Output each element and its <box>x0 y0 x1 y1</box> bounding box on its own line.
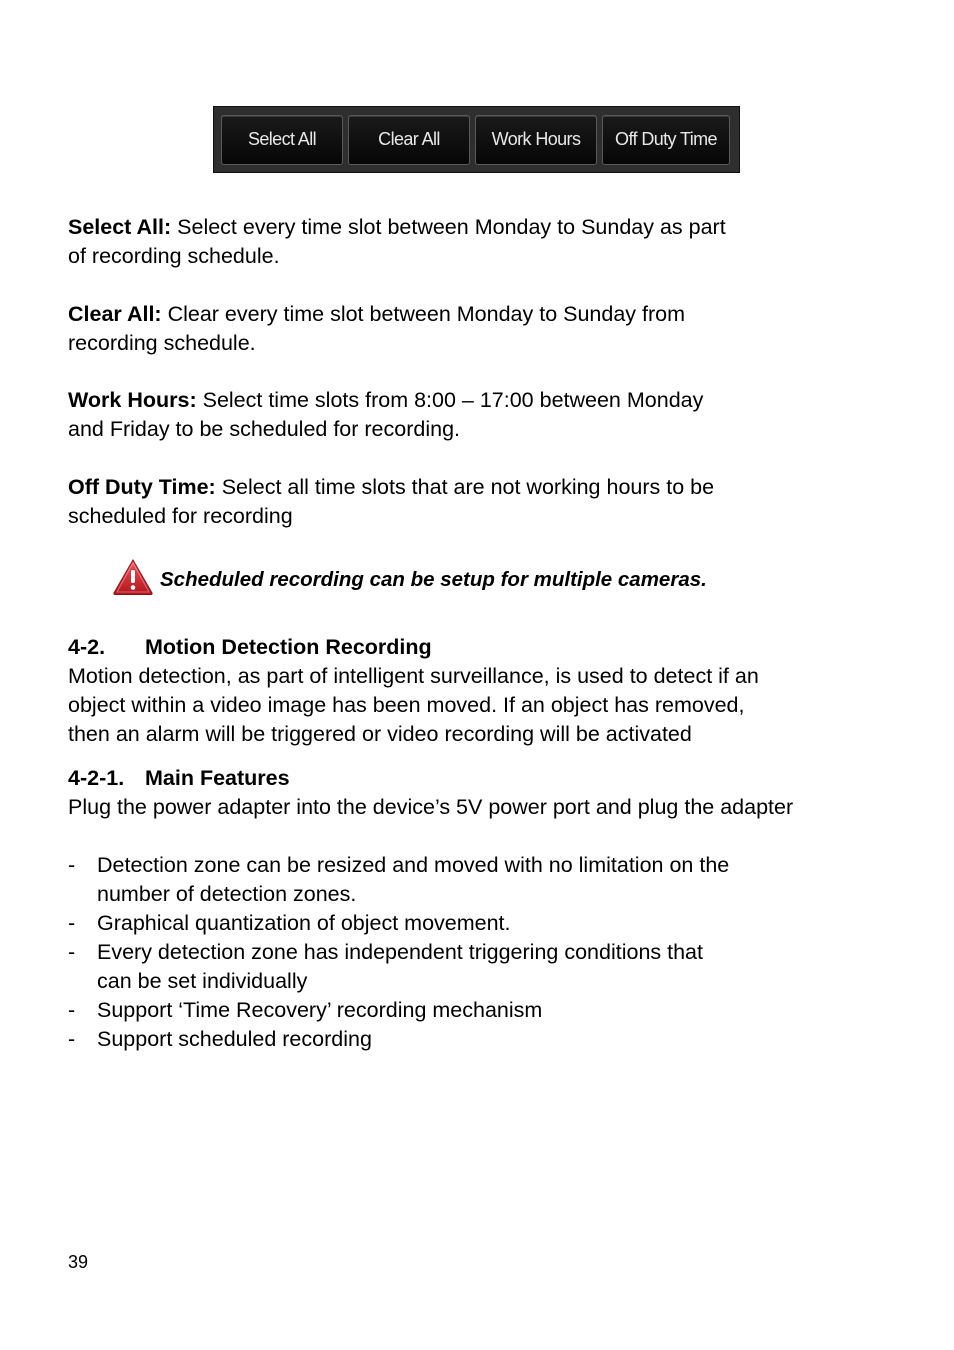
definition-term: Off Duty Time: <box>68 475 216 499</box>
definition-text: Clear every time slot between Monday to Sunday from <box>167 302 686 326</box>
list-item <box>68 909 729 938</box>
list-item <box>68 1025 729 1054</box>
section-heading <box>68 633 432 662</box>
section-paragraph <box>68 662 759 749</box>
note-text: Scheduled recording can be setup for multiple cameras. <box>160 568 707 591</box>
bullet-dash: - <box>68 853 76 877</box>
paragraph-line: Motion detection, as part of intelligent surveillance, is used to detect if an <box>68 664 759 688</box>
definition-clear-all <box>68 300 685 358</box>
warning-icon <box>112 558 154 601</box>
subsection-heading <box>68 764 290 793</box>
definition-text: recording schedule. <box>68 331 256 355</box>
paragraph-line: object within a video image has been moved. If an object has removed, <box>68 693 745 717</box>
bullet-dash: - <box>68 1027 76 1051</box>
definition-work-hours <box>68 386 703 444</box>
definition-off-duty-time <box>68 473 714 531</box>
section-title: Motion Detection Recording <box>145 635 432 659</box>
list-item <box>68 851 729 909</box>
work-hours-button[interactable]: Work Hours <box>475 115 597 165</box>
list-item-text: Every detection zone has independent triggering conditions that <box>97 940 703 964</box>
section-number: 4-2. <box>68 635 106 659</box>
subsection-number: 4-2-1. <box>68 766 125 790</box>
bullet-dash: - <box>68 911 76 935</box>
bullet-dash: - <box>68 998 76 1022</box>
definition-select-all <box>68 213 726 271</box>
feature-list <box>68 851 729 1054</box>
definition-term: Clear All: <box>68 302 162 326</box>
definition-text: Select all time slots that are not working hours to be <box>221 475 715 499</box>
subsection-title: Main Features <box>145 766 290 790</box>
definition-text: Select time slots from 8:00 – 17:00 between Monday <box>202 388 704 412</box>
clear-all-button[interactable]: Clear All <box>348 115 470 165</box>
list-item-text: can be set individually <box>97 969 308 993</box>
off-duty-time-button[interactable]: Off Duty Time <box>602 115 730 165</box>
definition-text: of recording schedule. <box>68 244 280 268</box>
page-number: 39 <box>68 1252 89 1272</box>
paragraph-line: then an alarm will be triggered or video recording will be activated <box>68 722 692 746</box>
definition-term: Work Hours: <box>68 388 197 412</box>
note <box>112 558 707 601</box>
list-item-text: number of detection zones. <box>97 882 357 906</box>
schedule-toolbar <box>213 106 740 173</box>
definition-text: Select every time slot between Monday to Sunday as part <box>177 215 726 239</box>
list-item <box>68 938 729 996</box>
definition-text: scheduled for recording <box>68 504 293 528</box>
definition-text: and Friday to be scheduled for recording. <box>68 417 461 441</box>
list-item-text: Support scheduled recording <box>97 1027 372 1051</box>
list-item <box>68 996 729 1025</box>
list-item-text: Detection zone can be resized and moved with no limitation on the <box>97 853 730 877</box>
subsection-intro: Plug the power adapter into the device’s 5V power port and plug the adapter <box>68 795 794 819</box>
list-item-text: Support ‘Time Recovery’ recording mechanism <box>97 998 543 1022</box>
definition-term: Select All: <box>68 215 172 239</box>
bullet-dash: - <box>68 940 76 964</box>
select-all-button[interactable]: Select All <box>221 115 343 165</box>
list-item-text: Graphical quantization of object movement. <box>97 911 511 935</box>
